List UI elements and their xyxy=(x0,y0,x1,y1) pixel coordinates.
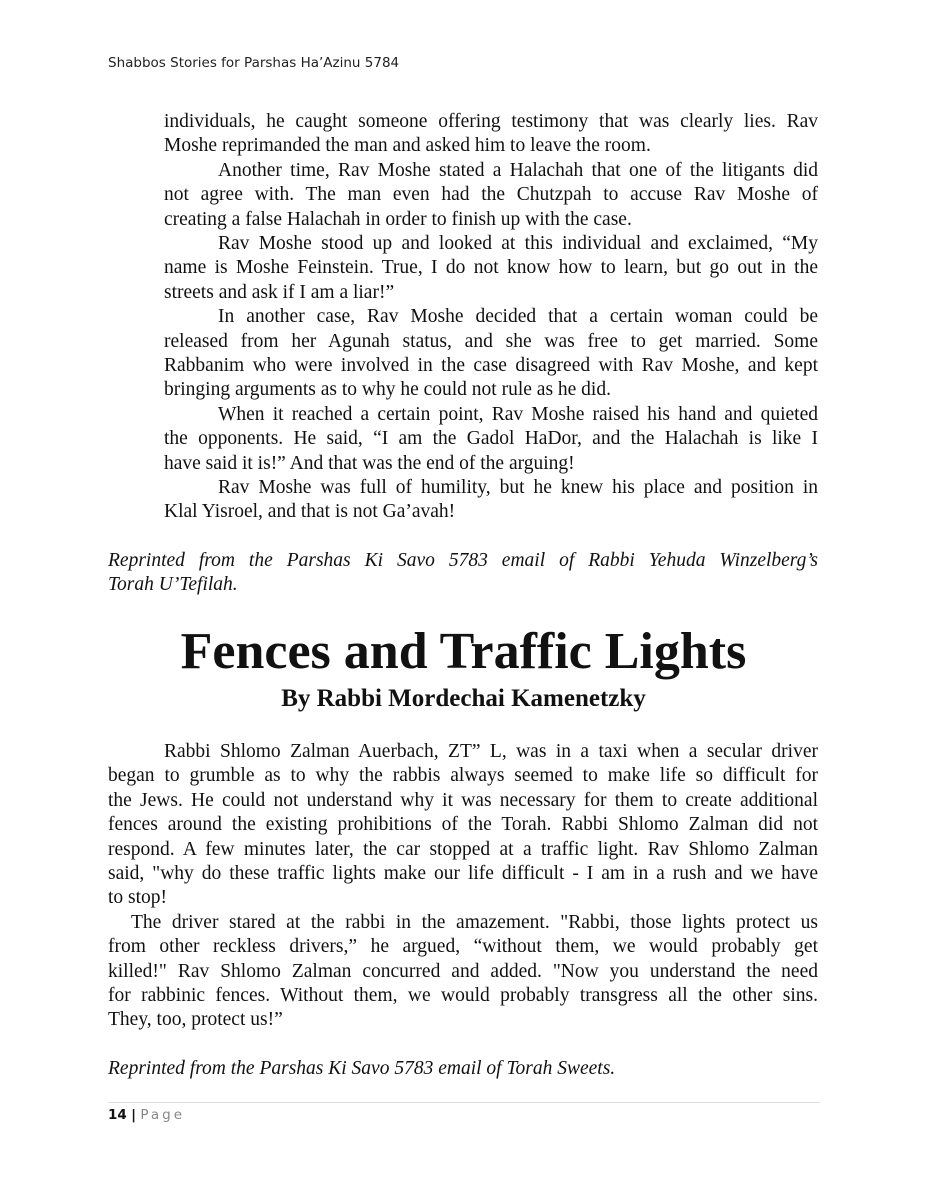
text-line: Rabbanim who were involved in the case disagreed with Rav Moshe, and kept xyxy=(164,355,818,376)
text-line: The driver stared at the rabbi in the amazement. "Rabbi, those lights protect us xyxy=(131,911,818,933)
text-line: Reprinted from the Parshas Ki Savo 5783 email of Torah Sweets. xyxy=(108,1058,616,1079)
text-line: Moshe reprimanded the man and asked him to leave the room. xyxy=(164,135,651,157)
text-line: Torah U’Tefilah. xyxy=(108,574,238,596)
text-line: to stop! xyxy=(108,887,168,909)
text-line: began to grumble as to why the rabbis always seemed to make life so difficult for xyxy=(108,765,818,787)
text-line: for rabbinic fences. Without them, we would probably transgress all the other sins. xyxy=(108,985,818,1006)
text-line: from other reckless drivers,” he argued, “without them, we would probably get xyxy=(108,936,818,958)
text-line: fences around the existing prohibitions of the Torah. Rabbi Shlomo Zalman did not xyxy=(108,814,818,836)
text-line: the Jews. He could not understand why it was necessary for them to create additional xyxy=(108,789,818,811)
text-line: Rav Moshe was full of humility, but he knew his place and position in xyxy=(218,477,818,498)
text-line: killed!" Rav Shlomo Zalman concurred and added. "Now you understand the need xyxy=(108,960,818,982)
text-line: have said it is!” And that was the end of the arguing! xyxy=(164,452,575,474)
text-line: When it reached a certain point, Rav Moshe raised his hand and quieted xyxy=(218,403,818,425)
footer-separator: | xyxy=(131,1107,137,1123)
text-line: individuals, he caught someone offering testimony that was clearly lies. Rav xyxy=(164,111,818,132)
footer-divider xyxy=(108,1102,820,1103)
text-line: creating a false Halachah in order to finish up with the case. xyxy=(164,208,632,230)
text-line: not agree with. The man even had the Chutzpah to accuse Rav Moshe of xyxy=(164,184,818,206)
running-header: Shabbos Stories for Parshas Ha’Azinu 5784 xyxy=(108,55,400,71)
text-line: Another time, Rav Moshe stated a Halachah that one of the litigants did xyxy=(218,159,818,181)
text-line: Rabbi Shlomo Zalman Auerbach, ZT” L, was in a taxi when a secular driver xyxy=(164,741,818,762)
text-line: They, too, protect us!” xyxy=(108,1009,283,1031)
page-label: Page xyxy=(140,1107,186,1123)
text-line: said, "why do these traffic lights make our life difficult - I am in a rush and we have xyxy=(108,863,818,884)
text-line: bringing arguments as to why he could not rule as he did. xyxy=(164,379,611,401)
article-byline: By Rabbi Mordechai Kamenetzky xyxy=(281,685,646,712)
text-line: respond. A few minutes later, the car stopped at a traffic light. Rav Shlomo Zalman xyxy=(108,838,818,860)
page-footer xyxy=(108,1107,185,1123)
text-line: name is Moshe Feinstein. True, I do not know how to learn, but go out in the xyxy=(164,257,818,279)
text-line: Rav Moshe stood up and looked at this individual and exclaimed, “My xyxy=(218,233,818,254)
text-line: Klal Yisroel, and that is not Ga’avah! xyxy=(164,501,456,523)
text-line: In another case, Rav Moshe decided that a certain woman could be xyxy=(218,306,818,328)
text-line: released from her Agunah status, and she was free to get married. Some xyxy=(164,330,818,352)
page-number: 14 xyxy=(108,1107,127,1123)
text-line: Reprinted from the Parshas Ki Savo 5783 email of Rabbi Yehuda Winzelberg’s xyxy=(108,550,818,571)
text-line: streets and ask if I am a liar!” xyxy=(164,281,395,303)
text-line: the opponents. He said, “I am the Gadol HaDor, and the Halachah is like I xyxy=(164,428,818,450)
article-title: Fences and Traffic Lights xyxy=(180,623,747,680)
